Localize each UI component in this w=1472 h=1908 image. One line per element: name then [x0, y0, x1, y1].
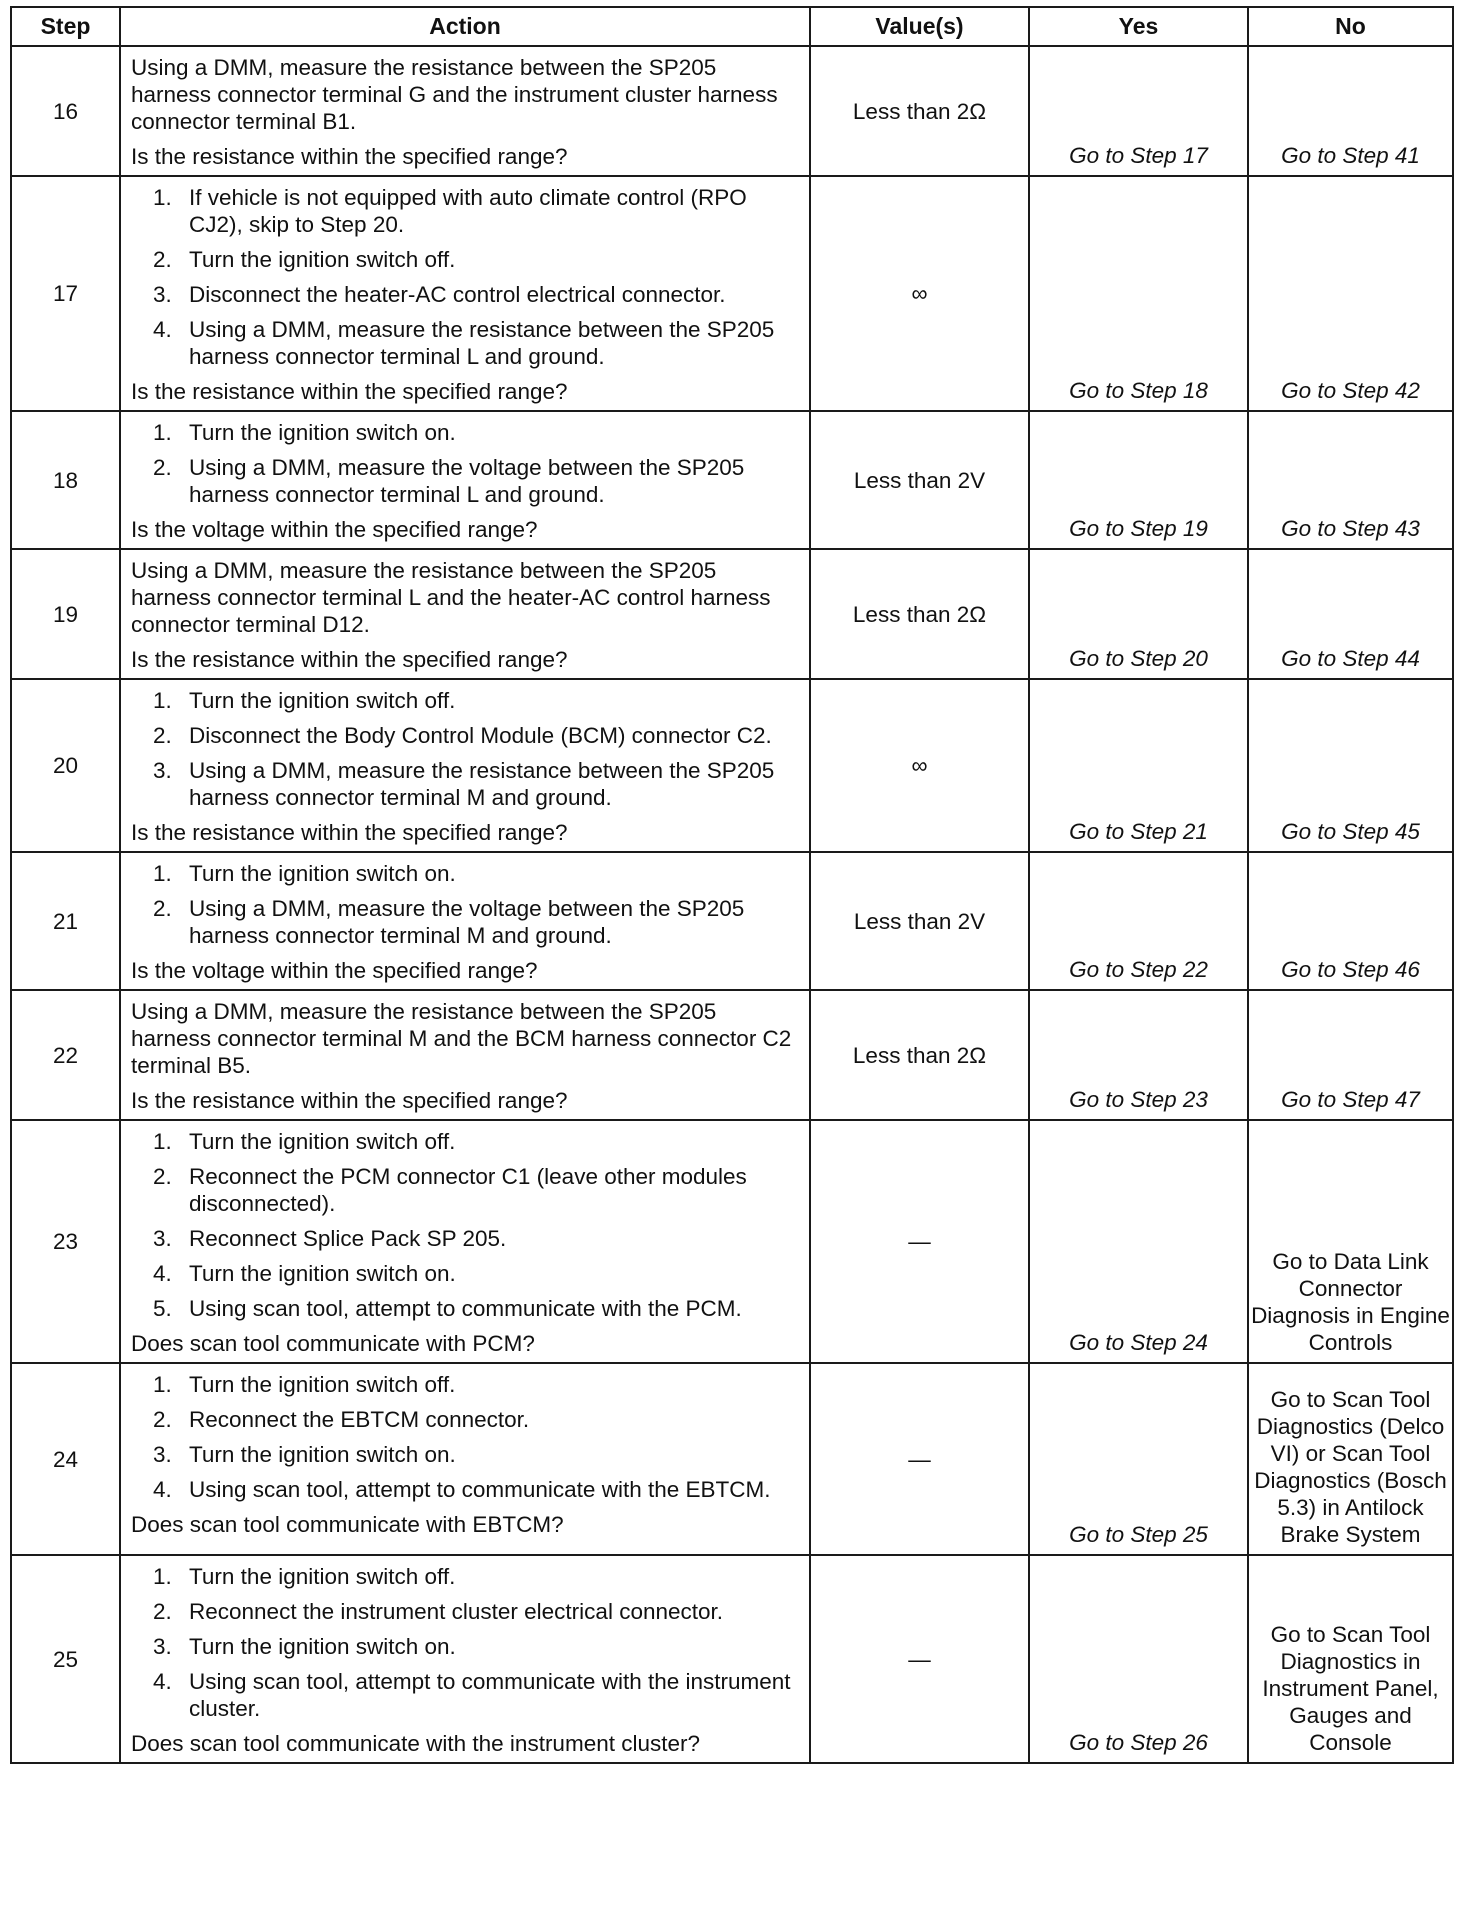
no-cell	[1248, 176, 1453, 411]
action-question: Does scan tool communicate with the instrument cluster?	[131, 1731, 701, 1756]
action-step-number: 2.	[153, 455, 172, 480]
action-step-text: Turn the ignition switch off.	[189, 1129, 456, 1154]
action-step	[131, 1225, 801, 1252]
action-question: Is the resistance within the specified range?	[131, 820, 568, 845]
table-row	[11, 176, 1453, 411]
yes-cell	[1029, 1555, 1248, 1763]
action-cell	[120, 46, 810, 176]
yes-goto-link: Go to Step 25	[1069, 1522, 1208, 1547]
action-step	[131, 1406, 801, 1433]
action-step-number: 2.	[153, 1599, 172, 1624]
table-row	[11, 852, 1453, 990]
action-question: Is the voltage within the specified range?	[131, 958, 538, 983]
action-step-text: Turn the ignition switch on.	[189, 1442, 456, 1467]
action-step-number: 3.	[153, 1442, 172, 1467]
header-step: Step	[11, 7, 120, 46]
action-step-list	[131, 1371, 801, 1503]
action-intro: Using a DMM, measure the resistance between the SP205 harness connector terminal G and the instrument cluster harness connector terminal B1.	[131, 55, 778, 134]
no-reference-text: Go to Scan Tool Diagnostics (Delco VI) or Scan Tool Diagnostics (Bosch 5.3) in Antilock Brake System	[1254, 1387, 1447, 1547]
action-step-number: 3.	[153, 282, 172, 307]
yes-cell	[1029, 679, 1248, 852]
value-cell: Less than 2V	[810, 411, 1029, 549]
value-cell: Less than 2Ω	[810, 990, 1029, 1120]
action-step	[131, 281, 801, 308]
action-step-number: 3.	[153, 758, 172, 783]
action-step-text: Turn the ignition switch off.	[189, 1564, 456, 1589]
action-step-number: 4.	[153, 1477, 172, 1502]
action-step-list	[131, 1128, 801, 1322]
action-step-text: Turn the ignition switch off.	[189, 247, 456, 272]
action-cell	[120, 852, 810, 990]
action-step-number: 1.	[153, 861, 172, 886]
action-cell	[120, 990, 810, 1120]
action-step-text: If vehicle is not equipped with auto climate control (RPO CJ2), skip to Step 20.	[189, 185, 747, 237]
yes-cell	[1029, 1363, 1248, 1555]
action-cell	[120, 1120, 810, 1363]
step-number: 20	[11, 679, 120, 852]
action-step-text: Turn the ignition switch on.	[189, 1261, 456, 1286]
table-row	[11, 549, 1453, 679]
action-step-text: Using a DMM, measure the voltage between the SP205 harness connector terminal M and ground.	[189, 896, 745, 948]
action-step-text: Reconnect the EBTCM connector.	[189, 1407, 530, 1432]
action-step-text: Disconnect the Body Control Module (BCM) connector C2.	[189, 723, 772, 748]
action-step-number: 1.	[153, 420, 172, 445]
step-number: 18	[11, 411, 120, 549]
table-row	[11, 1363, 1453, 1555]
action-step	[131, 246, 801, 273]
action-step	[131, 1563, 801, 1590]
step-number: 25	[11, 1555, 120, 1763]
header-row	[11, 7, 1453, 46]
yes-cell	[1029, 411, 1248, 549]
yes-goto-link: Go to Step 19	[1069, 516, 1208, 541]
action-step-number: 4.	[153, 1261, 172, 1286]
action-cell	[120, 176, 810, 411]
action-step-number: 1.	[153, 185, 172, 210]
step-number: 16	[11, 46, 120, 176]
action-step-number: 2.	[153, 1164, 172, 1189]
action-step-number: 2.	[153, 723, 172, 748]
yes-cell	[1029, 46, 1248, 176]
no-goto-link: Go to Step 47	[1281, 1087, 1420, 1112]
action-question: Is the resistance within the specified range?	[131, 144, 568, 169]
action-step-text: Reconnect the instrument cluster electrical connector.	[189, 1599, 724, 1624]
action-question: Does scan tool communicate with EBTCM?	[131, 1512, 564, 1537]
action-step-list	[131, 419, 801, 508]
diagnostic-table	[10, 6, 1454, 1764]
action-step	[131, 419, 801, 446]
yes-goto-link: Go to Step 20	[1069, 646, 1208, 671]
action-step	[131, 454, 801, 508]
step-number: 22	[11, 990, 120, 1120]
action-step-number: 4.	[153, 317, 172, 342]
action-step	[131, 1371, 801, 1398]
no-goto-link: Go to Step 43	[1281, 516, 1420, 541]
action-step-text: Turn the ignition switch on.	[189, 861, 456, 886]
table-row	[11, 46, 1453, 176]
no-goto-link: Go to Step 41	[1281, 143, 1420, 168]
action-step	[131, 1295, 801, 1322]
header-yes: Yes	[1029, 7, 1248, 46]
action-step	[131, 722, 801, 749]
no-cell	[1248, 679, 1453, 852]
action-step-number: 1.	[153, 1129, 172, 1154]
yes-cell	[1029, 1120, 1248, 1363]
action-question: Does scan tool communicate with PCM?	[131, 1331, 535, 1356]
no-goto-link: Go to Step 44	[1281, 646, 1420, 671]
action-cell	[120, 411, 810, 549]
action-step-number: 2.	[153, 247, 172, 272]
action-step	[131, 316, 801, 370]
header-values: Value(s)	[810, 7, 1029, 46]
action-step	[131, 860, 801, 887]
yes-goto-link: Go to Step 23	[1069, 1087, 1208, 1112]
yes-cell	[1029, 852, 1248, 990]
action-question: Is the resistance within the specified range?	[131, 647, 568, 672]
yes-cell	[1029, 990, 1248, 1120]
action-intro: Using a DMM, measure the resistance between the SP205 harness connector terminal L and the heater-AC control harness connector terminal D12.	[131, 558, 771, 637]
action-step	[131, 1633, 801, 1660]
action-step	[131, 1163, 801, 1217]
action-intro: Using a DMM, measure the resistance between the SP205 harness connector terminal M and the BCM harness connector C2 terminal B5.	[131, 999, 792, 1078]
action-step	[131, 687, 801, 714]
action-step-text: Using scan tool, attempt to communicate with the instrument cluster.	[189, 1669, 791, 1721]
no-cell	[1248, 411, 1453, 549]
yes-goto-link: Go to Step 21	[1069, 819, 1208, 844]
yes-cell	[1029, 176, 1248, 411]
action-step-number: 1.	[153, 688, 172, 713]
action-question: Is the resistance within the specified range?	[131, 1088, 568, 1113]
action-step-list	[131, 860, 801, 949]
no-goto-link: Go to Step 45	[1281, 819, 1420, 844]
action-step-text: Using a DMM, measure the resistance between the SP205 harness connector terminal L and ground.	[189, 317, 775, 369]
no-cell	[1248, 852, 1453, 990]
action-step-text: Turn the ignition switch on.	[189, 420, 456, 445]
action-step	[131, 1598, 801, 1625]
step-number: 19	[11, 549, 120, 679]
action-step-list	[131, 687, 801, 811]
value-cell: Less than 2Ω	[810, 46, 1029, 176]
action-step	[131, 1668, 801, 1722]
action-step	[131, 895, 801, 949]
action-step-number: 2.	[153, 1407, 172, 1432]
action-cell	[120, 1363, 810, 1555]
no-cell	[1248, 1363, 1453, 1555]
step-number: 23	[11, 1120, 120, 1363]
yes-goto-link: Go to Step 24	[1069, 1330, 1208, 1355]
no-goto-link: Go to Step 42	[1281, 378, 1420, 403]
header-action: Action	[120, 7, 810, 46]
action-step-number: 4.	[153, 1669, 172, 1694]
action-cell	[120, 679, 810, 852]
yes-cell	[1029, 549, 1248, 679]
value-cell: —	[810, 1363, 1029, 1555]
no-reference-text: Go to Scan Tool Diagnostics in Instrument Panel, Gauges and Console	[1262, 1622, 1439, 1755]
value-cell: Less than 2V	[810, 852, 1029, 990]
table-row	[11, 679, 1453, 852]
yes-goto-link: Go to Step 18	[1069, 378, 1208, 403]
action-step	[131, 1128, 801, 1155]
action-step-text: Reconnect Splice Pack SP 205.	[189, 1226, 507, 1251]
no-cell	[1248, 990, 1453, 1120]
table-body	[11, 46, 1453, 1763]
action-step-text: Using a DMM, measure the resistance between the SP205 harness connector terminal M and ground.	[189, 758, 775, 810]
value-cell: ∞	[810, 176, 1029, 411]
action-step-text: Using scan tool, attempt to communicate with the EBTCM.	[189, 1477, 771, 1502]
action-step-text: Using scan tool, attempt to communicate with the PCM.	[189, 1296, 742, 1321]
action-step-text: Turn the ignition switch on.	[189, 1634, 456, 1659]
value-cell: —	[810, 1555, 1029, 1763]
action-question: Is the resistance within the specified range?	[131, 379, 568, 404]
value-cell: —	[810, 1120, 1029, 1363]
action-step-list	[131, 184, 801, 370]
step-number: 24	[11, 1363, 120, 1555]
no-cell	[1248, 46, 1453, 176]
action-question: Is the voltage within the specified range?	[131, 517, 538, 542]
action-step-number: 3.	[153, 1634, 172, 1659]
action-step-list	[131, 1563, 801, 1722]
action-step-text: Using a DMM, measure the voltage between the SP205 harness connector terminal L and ground.	[189, 455, 745, 507]
value-cell: Less than 2Ω	[810, 549, 1029, 679]
no-goto-link: Go to Step 46	[1281, 957, 1420, 982]
value-cell: ∞	[810, 679, 1029, 852]
action-step	[131, 757, 801, 811]
action-step	[131, 1476, 801, 1503]
action-step-text: Reconnect the PCM connector C1 (leave other modules disconnected).	[189, 1164, 747, 1216]
action-step-number: 3.	[153, 1226, 172, 1251]
action-step-number: 1.	[153, 1564, 172, 1589]
table-row	[11, 990, 1453, 1120]
yes-goto-link: Go to Step 17	[1069, 143, 1208, 168]
action-step-number: 1.	[153, 1372, 172, 1397]
yes-goto-link: Go to Step 26	[1069, 1730, 1208, 1755]
table-row	[11, 1120, 1453, 1363]
action-step	[131, 1260, 801, 1287]
no-cell	[1248, 549, 1453, 679]
action-step	[131, 184, 801, 238]
action-step-number: 2.	[153, 896, 172, 921]
action-step-text: Turn the ignition switch off.	[189, 688, 456, 713]
table-row	[11, 1555, 1453, 1763]
header-no: No	[1248, 7, 1453, 46]
step-number: 21	[11, 852, 120, 990]
no-cell	[1248, 1120, 1453, 1363]
action-step-text: Turn the ignition switch off.	[189, 1372, 456, 1397]
action-cell	[120, 549, 810, 679]
action-cell	[120, 1555, 810, 1763]
table-row	[11, 411, 1453, 549]
no-reference-text: Go to Data Link Connector Diagnosis in Engine Controls	[1251, 1249, 1450, 1355]
no-cell	[1248, 1555, 1453, 1763]
yes-goto-link: Go to Step 22	[1069, 957, 1208, 982]
action-step	[131, 1441, 801, 1468]
action-step-number: 5.	[153, 1296, 172, 1321]
step-number: 17	[11, 176, 120, 411]
action-step-text: Disconnect the heater-AC control electrical connector.	[189, 282, 726, 307]
